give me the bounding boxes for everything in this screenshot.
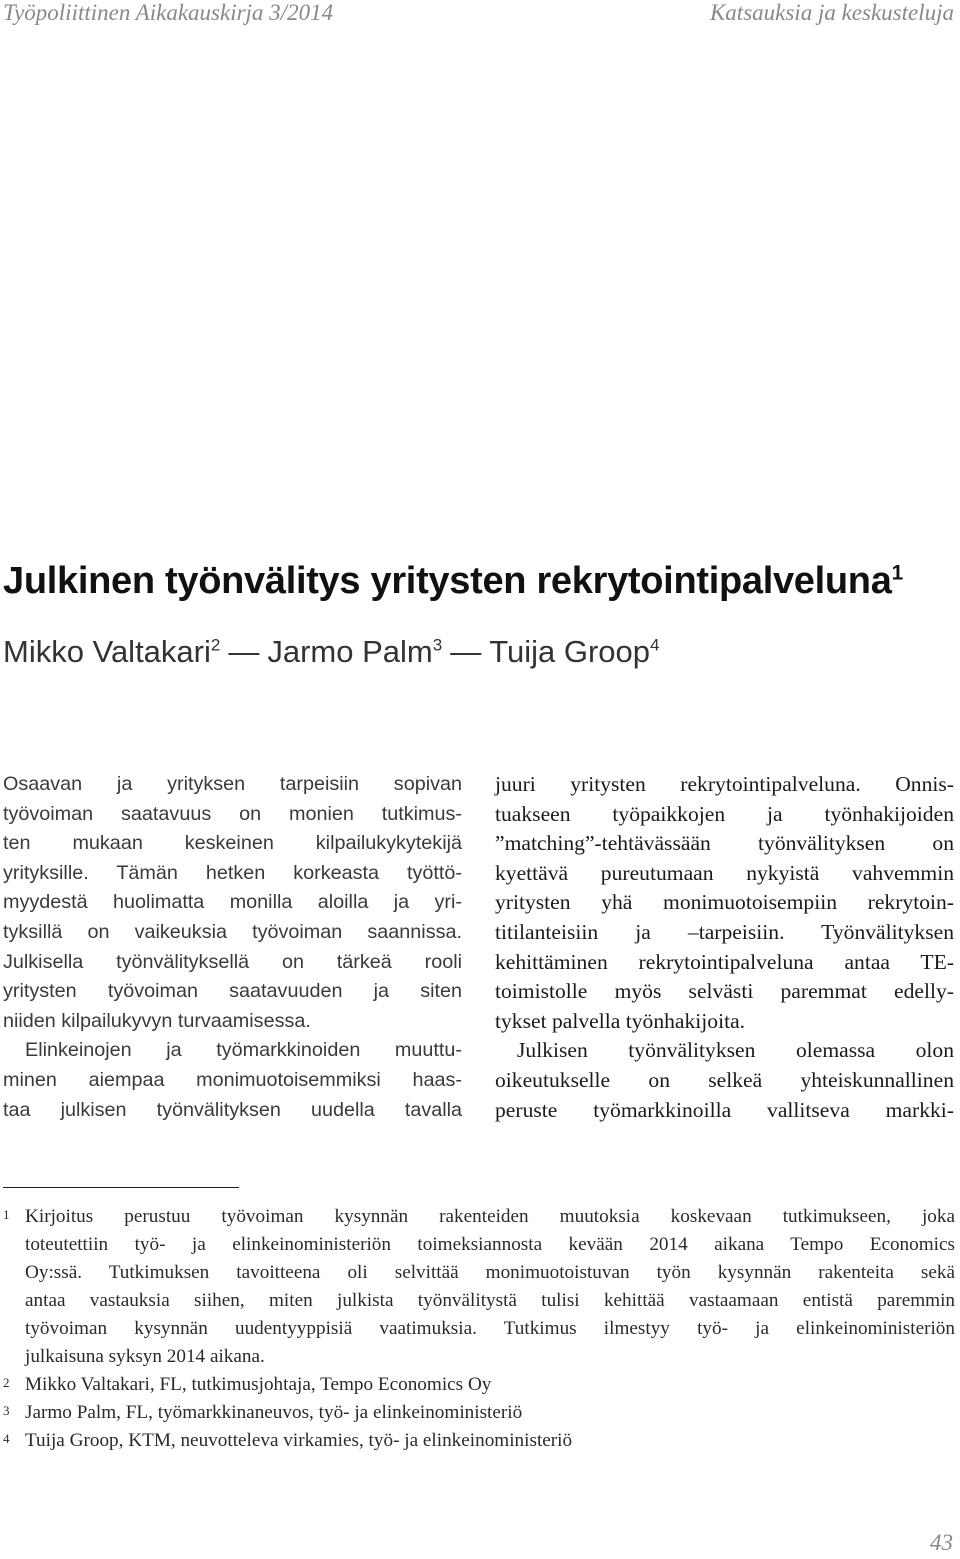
body-line: Julkisen työnvälityksen olemassa olon — [517, 1038, 954, 1063]
body-column — [495, 770, 954, 1125]
author-name: Mikko Valtakari — [3, 634, 211, 669]
article-title — [3, 558, 953, 604]
body-line: kehittäminen rekrytointipalveluna antaa TE- — [495, 949, 954, 974]
body-line: toimistolle myös selvästi paremmat edelly- — [495, 979, 954, 1004]
footnote — [3, 1427, 955, 1455]
body-line: titilanteisiin ja –tarpeisiin. Työnvälityksen — [495, 919, 954, 944]
footnote-mark: 3 — [3, 1403, 10, 1418]
footnote-line: Mikko Valtakari, FL, tutkimusjohtaja, Tempo Economics Oy — [25, 1374, 492, 1395]
author-footnote-mark: 3 — [432, 635, 443, 655]
abstract-line: tyksillä on vaikeuksia työvoiman saannissa. — [3, 920, 462, 943]
footnote-line: Jarmo Palm, FL, työmarkkinaneuvos, työ- ja elinkeinoministeriö — [25, 1402, 523, 1423]
footnote-mark: 2 — [3, 1375, 10, 1390]
abstract-line: työvoiman saatavuus on monien tutkimus- — [3, 802, 462, 825]
article-title-text: Julkinen työnvälitys yritysten rekrytointipalveluna — [3, 560, 892, 602]
author-name: Jarmo Palm — [267, 634, 433, 669]
abstract-line: Osaavan ja yrityksen tarpeisiin sopivan — [3, 773, 462, 795]
footnote — [3, 1399, 955, 1427]
body-line: tuakseen työpaikkojen ja työnhakijoiden — [495, 801, 954, 826]
footnote-line: Kirjoitus perustuu työvoiman kysynnän rakenteiden muutoksia koskevaan tutkimukseen, joka — [25, 1206, 955, 1227]
abstract-line: yritysten työvoiman saatavuuden ja siten — [3, 980, 462, 1003]
running-header-journal: Työpoliittinen Aikakauskirja 3/2014 — [3, 0, 334, 25]
footnote-line: työvoiman kysynnän uudentyyppisiä vaatimuksia. Tutkimus ilmestyy työ- ja elinkeinoministeriön — [25, 1318, 955, 1339]
footnote-mark: 4 — [3, 1431, 10, 1446]
abstract-line: taa julkisen työnvälityksen uudella tavalla — [3, 1098, 462, 1121]
author-name: Tuija Groop — [489, 634, 651, 669]
body-line: peruste työmarkkinoilla vallitseva markki- — [495, 1097, 954, 1122]
body-line: tykset palvella työnhakijoita. — [495, 1008, 746, 1033]
body-line: ”matching”-tehtävässään työnvälityksen on — [495, 831, 954, 856]
running-header-section: Katsauksia ja keskusteluja — [709, 0, 954, 25]
author-separator: — — [228, 634, 260, 669]
footnote — [3, 1203, 955, 1371]
abstract-line: Elinkeinojen ja työmarkkinoiden muuttu- — [25, 1039, 462, 1062]
title-footnote-mark: 1 — [891, 561, 903, 585]
body-line: kyettävä pureutumaan nykyistä vahvemmin — [495, 860, 954, 885]
abstract-line: Julkisella työnvälityksellä on tärkeä rooli — [3, 950, 462, 973]
footnotes — [3, 1203, 955, 1455]
footnote-line: Tuija Groop, KTM, neuvotteleva virkamies, työ- ja elinkeinoministeriö — [25, 1430, 573, 1451]
abstract-line: myydestä huolimatta monilla aloilla ja yri- — [3, 891, 462, 914]
author-line — [3, 632, 953, 672]
footnote-divider — [3, 1187, 239, 1188]
author-footnote-mark: 4 — [650, 635, 660, 655]
footnote-line: Oy:ssä. Tutkimuksen tavoitteena oli selvittää monimuotoistuvan työn kysynnän rakenteita sekä — [25, 1262, 955, 1283]
abstract-line: minen aiempaa monimuotoisemmiksi haas- — [3, 1068, 462, 1091]
body-line: juuri yritysten rekrytointipalveluna. Onnis- — [495, 772, 954, 796]
abstract-line: niiden kilpailukyvyn turvaamisessa. — [3, 1009, 311, 1032]
author-footnote-mark: 2 — [210, 635, 221, 655]
abstract-line: ten mukaan keskeinen kilpailukykytekijä — [3, 832, 462, 855]
footnote-line: antaa vastauksia siihen, miten julkista työnvälitystä tulisi kehittää vastaamaan entistä paremmin — [25, 1290, 955, 1311]
abstract-column — [3, 770, 462, 1125]
footnote-mark: 1 — [3, 1207, 10, 1222]
footnote-line: toteutettiin työ- ja elinkeinoministeriön toimeksiannosta kevään 2014 aikana Tempo Economics — [25, 1234, 955, 1255]
footnote-line: julkaisuna syksyn 2014 aikana. — [25, 1346, 265, 1367]
body-line: yritysten yhä monimuotoisempiin rekrytoin- — [495, 890, 954, 915]
page-number: 43 — [930, 1530, 953, 1555]
footnote — [3, 1371, 955, 1399]
body-line: oikeutukselle on selkeä yhteiskunnallinen — [495, 1067, 954, 1092]
abstract-line: yrityksille. Tämän hetken korkeasta työttö- — [3, 861, 462, 884]
author-separator: — — [450, 634, 482, 669]
